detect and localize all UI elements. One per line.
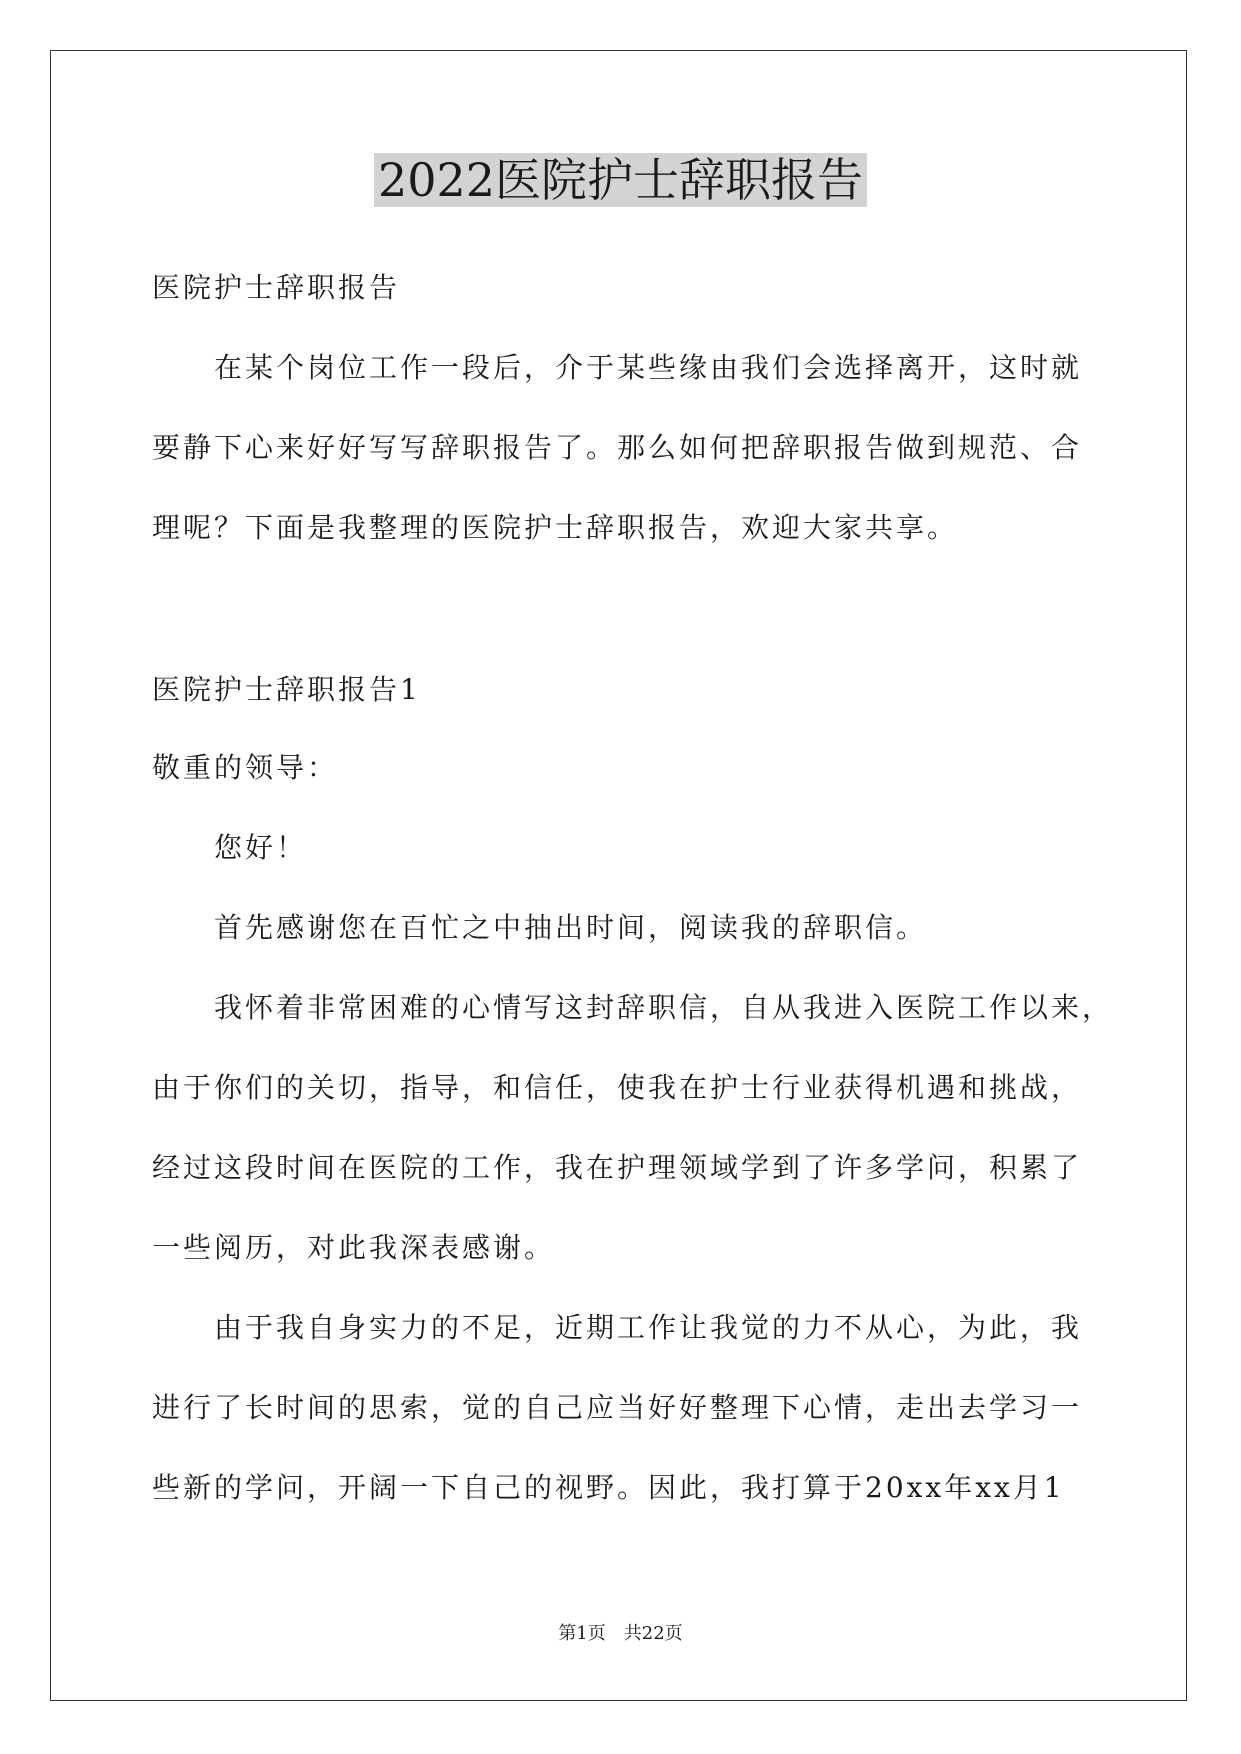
intro-line-1: 在某个岗位工作一段后，介于某些缘由我们会选择离开，这时就 [214, 351, 1083, 384]
salutation: 敬重的领导： [152, 751, 339, 784]
paragraph-3-line-3: 些新的学问，开阔一下自己的视野。因此，我打算于20xx年xx月1 [152, 1471, 1065, 1504]
page-footer [0, 1622, 1241, 1646]
paragraph-3-line-2: 进行了长时间的思索，觉的自己应当好好整理下心情，走出去学习一 [152, 1391, 1083, 1424]
page-total: 共22页 [623, 1623, 683, 1644]
document-title-text: 2022医院护士辞职报告 [374, 153, 867, 207]
paragraph-2-line-4: 一些阅历，对此我深表感谢。 [152, 1231, 556, 1264]
page-number: 第1页 [558, 1623, 606, 1644]
paragraph-3-line-1: 由于我自身实力的不足，近期工作让我觉的力不从心，为此，我 [214, 1311, 1083, 1344]
paragraph-2-line-1: 我怀着非常困难的心情写这封辞职信，自从我进入医院工作以来， [214, 991, 1114, 1024]
paragraph-2-line-2: 由于你们的关切，指导，和信任，使我在护士行业获得机遇和挑战， [152, 1071, 1083, 1104]
document-title [0, 150, 1241, 210]
greeting: 您好！ [214, 831, 308, 864]
intro-line-2: 要静下心来好好写写辞职报告了。那么如何把辞职报告做到规范、合 [152, 431, 1083, 464]
paragraph-2-line-3: 经过这段时间在医院的工作，我在护理领域学到了许多学问，积累了 [152, 1151, 1083, 1184]
intro-line-3: 理呢？下面是我整理的医院护士辞职报告，欢迎大家共享。 [152, 511, 959, 544]
document-subtitle: 医院护士辞职报告 [152, 271, 401, 304]
paragraph-1: 首先感谢您在百忙之中抽出时间，阅读我的辞职信。 [214, 911, 928, 944]
section-heading: 医院护士辞职报告1 [152, 673, 421, 706]
